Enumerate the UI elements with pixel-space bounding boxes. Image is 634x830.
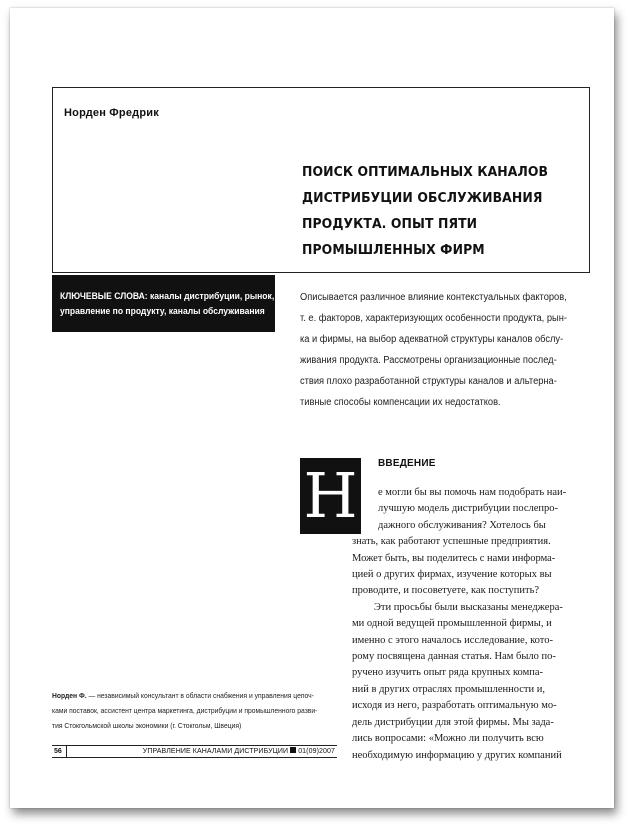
keywords-line: КЛЮЧЕВЫЕ СЛОВА: каналы дистрибуции, рынок, xyxy=(60,291,275,302)
body-line: цией о других фирмах, изучение которых вы xyxy=(352,569,552,581)
page-number: 56 xyxy=(52,746,67,757)
author-bio xyxy=(52,688,352,733)
title-line: ПРОДУКТА. ОПЫТ ПЯТИ xyxy=(302,216,478,232)
drop-cap: Н xyxy=(300,458,361,534)
journal-name: УПРАВЛЕНИЕ КАНАЛАМИ ДИСТРИБУЦИИ xyxy=(142,748,289,755)
abstract-line: т. е. факторов, характеризующих особенности продукта, рын- xyxy=(300,313,567,324)
body-line: дажного обслуживания? Хотелось бы xyxy=(378,519,546,531)
abstract-line: тивные способы компенсации их недостатков. xyxy=(300,397,501,408)
abstract-line: ствия плохо разработанной структуры каналов и альтерна- xyxy=(300,376,557,387)
bio-author-name: Норден Ф. xyxy=(52,691,87,700)
title-line: ПОИСК ОПТИМАЛЬНЫХ КАНАЛОВ xyxy=(302,164,549,180)
title-line: ПРОМЫШЛЕННЫХ ФИРМ xyxy=(302,242,485,258)
bio-line: тия Стокгольмской школы экономики (г. Стокгольм, Швеция) xyxy=(52,721,242,730)
keywords-box xyxy=(52,275,275,332)
body-line: е могли бы вы помочь нам подобрать наи- xyxy=(378,487,567,498)
abstract-line: живания продукта. Рассмотрены организационные послед- xyxy=(300,355,557,366)
bio-line xyxy=(52,688,322,703)
body-line: проводите, и посоветуете, как поступить? xyxy=(352,585,540,597)
journal-page xyxy=(10,8,614,808)
body-line: необходимую информацию у других компаний xyxy=(352,749,562,761)
body-line: ний в других отраслях промышленности и, xyxy=(352,683,546,695)
section-heading: ВВЕДЕНИЕ xyxy=(378,458,436,469)
body-line: исходя из него, разработать оптимальную мо- xyxy=(352,700,557,712)
article-title xyxy=(302,159,560,263)
body-line: именно с этого началось исследование, кото- xyxy=(352,634,553,646)
body-line: лись вопросами: «Можно ли получить всю xyxy=(352,733,544,745)
body-line: ручено изучить опыт ряда крупных компа- xyxy=(352,667,544,679)
author-name: Норден Фредрик xyxy=(64,107,159,119)
keywords-line: управление по продукту, каналы обслуживания xyxy=(60,306,265,317)
issue-number: 01(09)2007 xyxy=(298,748,335,755)
page-footer xyxy=(52,745,337,758)
square-bullet-icon xyxy=(290,747,296,753)
bio-text: — независимый консультант в области снабжения и управления цепоч- xyxy=(86,691,314,700)
body-text xyxy=(352,485,600,764)
body-line: ми одной ведущей промышленной фирмы, и xyxy=(352,618,552,630)
abstract-line: ка и фирмы, на выбор адекватной структуры каналов обслу- xyxy=(300,334,564,345)
bio-line: ками поставок, ассистент центра маркетинга, дистрибуции и промышленного разви- xyxy=(52,706,318,715)
journal-info xyxy=(143,746,335,757)
body-line: лучшую модель дистрибуции послепро- xyxy=(378,503,559,515)
body-line: Эти просьбы были высказаны менеджера- xyxy=(374,601,563,613)
body-line: знать, как работают успешные предприятия. xyxy=(352,536,551,548)
body-line: дель дистрибуции для этой фирмы. Мы зада- xyxy=(352,716,554,728)
abstract xyxy=(300,287,600,413)
title-line: ДИСТРИБУЦИИ ОБСЛУЖИВАНИЯ xyxy=(302,190,543,206)
body-line: рому посвящена данная статья. Нам было по- xyxy=(352,651,556,663)
body-line: Может быть, вы поделитесь с нами информа- xyxy=(352,552,556,564)
abstract-line: Описывается различное влияние контекстуальных факторов, xyxy=(300,292,567,303)
